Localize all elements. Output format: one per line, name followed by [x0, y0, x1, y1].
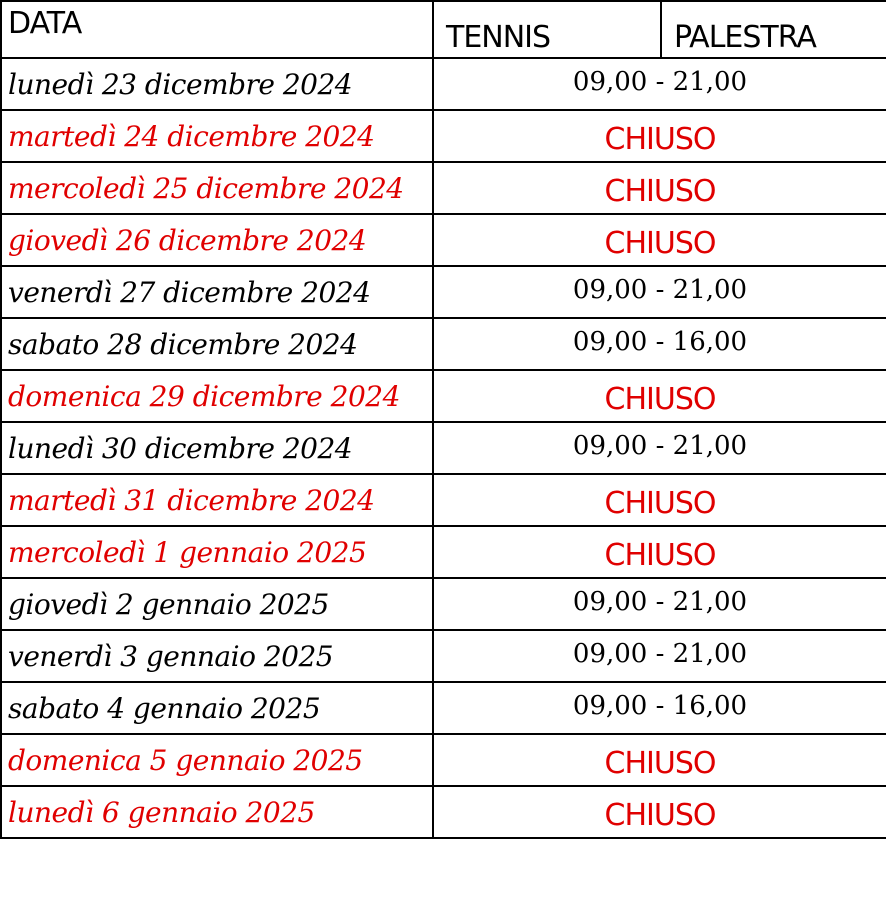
schedule-body: [1, 1, 886, 838]
schedule-row: [1, 682, 886, 734]
date-cell: lunedì 23 dicembre 2024: [1, 58, 433, 110]
date-cell: giovedì 26 dicembre 2024: [1, 214, 433, 266]
date-cell: domenica 5 gennaio 2025: [1, 734, 433, 786]
opening-hours: 09,00 - 21,00: [433, 422, 886, 474]
date-cell: lunedì 6 gennaio 2025: [1, 786, 433, 838]
header-row: [1, 1, 886, 58]
header-date: DATA: [1, 1, 433, 58]
schedule-row: [1, 214, 886, 266]
opening-hours: 09,00 - 21,00: [433, 630, 886, 682]
schedule-row: [1, 318, 886, 370]
closed-status: CHIUSO: [433, 214, 886, 266]
date-cell: venerdì 3 gennaio 2025: [1, 630, 433, 682]
date-cell: mercoledì 1 gennaio 2025: [1, 526, 433, 578]
schedule-row: [1, 110, 886, 162]
closed-status: CHIUSO: [433, 162, 886, 214]
header-tennis: TENNIS: [433, 1, 661, 58]
schedule-row: [1, 630, 886, 682]
date-cell: giovedì 2 gennaio 2025: [1, 578, 433, 630]
opening-hours: 09,00 - 21,00: [433, 266, 886, 318]
opening-hours: 09,00 - 21,00: [433, 578, 886, 630]
header-palestra: PALESTRA: [661, 1, 886, 58]
schedule-row: [1, 734, 886, 786]
date-cell: sabato 4 gennaio 2025: [1, 682, 433, 734]
closed-status: CHIUSO: [433, 110, 886, 162]
closed-status: CHIUSO: [433, 474, 886, 526]
schedule-row: [1, 786, 886, 838]
date-cell: venerdì 27 dicembre 2024: [1, 266, 433, 318]
date-cell: sabato 28 dicembre 2024: [1, 318, 433, 370]
closed-status: CHIUSO: [433, 526, 886, 578]
schedule-row: [1, 370, 886, 422]
opening-hours: 09,00 - 16,00: [433, 318, 886, 370]
closed-status: CHIUSO: [433, 370, 886, 422]
date-cell: domenica 29 dicembre 2024: [1, 370, 433, 422]
schedule-row: [1, 58, 886, 110]
schedule-row: [1, 474, 886, 526]
date-cell: martedì 24 dicembre 2024: [1, 110, 433, 162]
schedule-row: [1, 526, 886, 578]
schedule-row: [1, 422, 886, 474]
opening-hours: 09,00 - 16,00: [433, 682, 886, 734]
closed-status: CHIUSO: [433, 734, 886, 786]
closed-status: CHIUSO: [433, 786, 886, 838]
schedule-row: [1, 578, 886, 630]
schedule-row: [1, 162, 886, 214]
opening-hours: 09,00 - 21,00: [433, 58, 886, 110]
date-cell: martedì 31 dicembre 2024: [1, 474, 433, 526]
date-cell: mercoledì 25 dicembre 2024: [1, 162, 433, 214]
schedule-row: [1, 266, 886, 318]
date-cell: lunedì 30 dicembre 2024: [1, 422, 433, 474]
